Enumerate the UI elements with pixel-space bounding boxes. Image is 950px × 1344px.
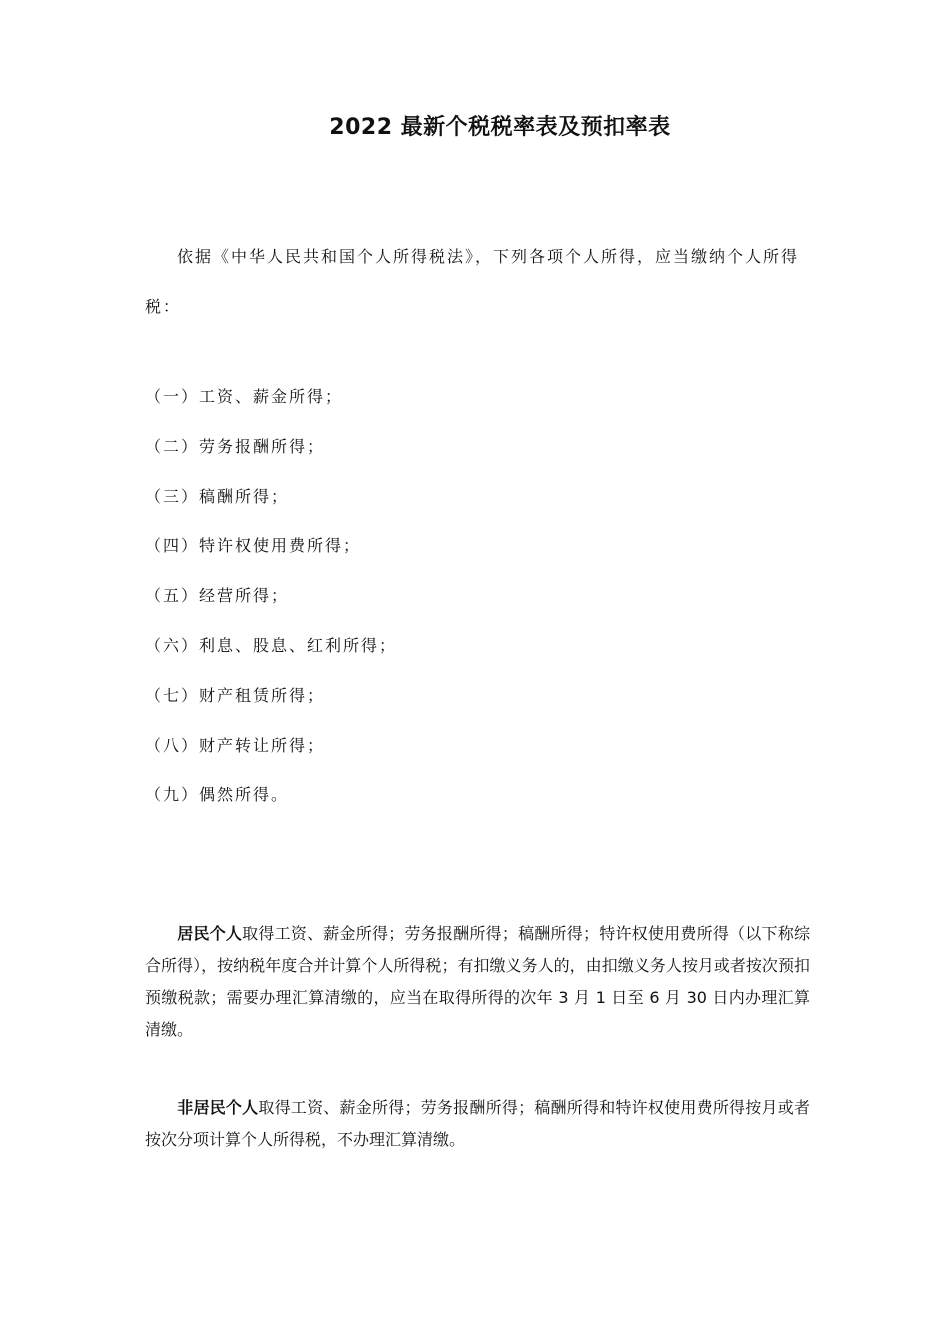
- intro-text: 依据《中华人民共和国个人所得税法》，下列各项个人所得，应当缴纳个人所得税：: [145, 247, 800, 316]
- list-item: （五）经营所得；: [145, 586, 290, 606]
- list-item: （七）财产租赁所得；: [145, 685, 326, 705]
- nonresident-label: 非居民个人: [177, 1098, 259, 1117]
- list-item: （九）偶然所得。: [145, 785, 290, 805]
- resident-text: 取得工资、薪金所得；劳务报酬所得；稿酬所得；特许权使用费所得（以下称综合所得），按纳税年度合并计算个人所得税；有扣缴义务人的，由扣缴义务人按月或者按次预扣预缴税款；需要办理汇算清缴的，应当在取得所得的次年 3 月 1 日至 6 月 30 日内办理汇算清缴。: [145, 924, 810, 1039]
- list-item: （四）特许权使用费所得；: [145, 536, 362, 556]
- document-title: 2022 最新个税税率表及预扣率表: [329, 115, 671, 140]
- nonresident-paragraph: [145, 1092, 810, 1156]
- list-item: （一）工资、薪金所得；: [145, 387, 344, 406]
- intro-paragraph: [145, 232, 805, 332]
- list-item: （六）利息、股息、红利所得；: [145, 635, 398, 655]
- nonresident-text: 取得工资、薪金所得；劳务报酬所得；稿酬所得和特许权使用费所得按月或者按次分项计算个人所得税，不办理汇算清缴。: [145, 1098, 810, 1149]
- list-item: （八）财产转让所得；: [145, 735, 326, 755]
- list-item: （三）稿酬所得；: [145, 486, 290, 506]
- resident-paragraph: [145, 918, 810, 1046]
- resident-label: 居民个人: [177, 924, 243, 943]
- list-item: （二）劳务报酬所得；: [145, 436, 326, 456]
- income-items-list: [145, 380, 397, 828]
